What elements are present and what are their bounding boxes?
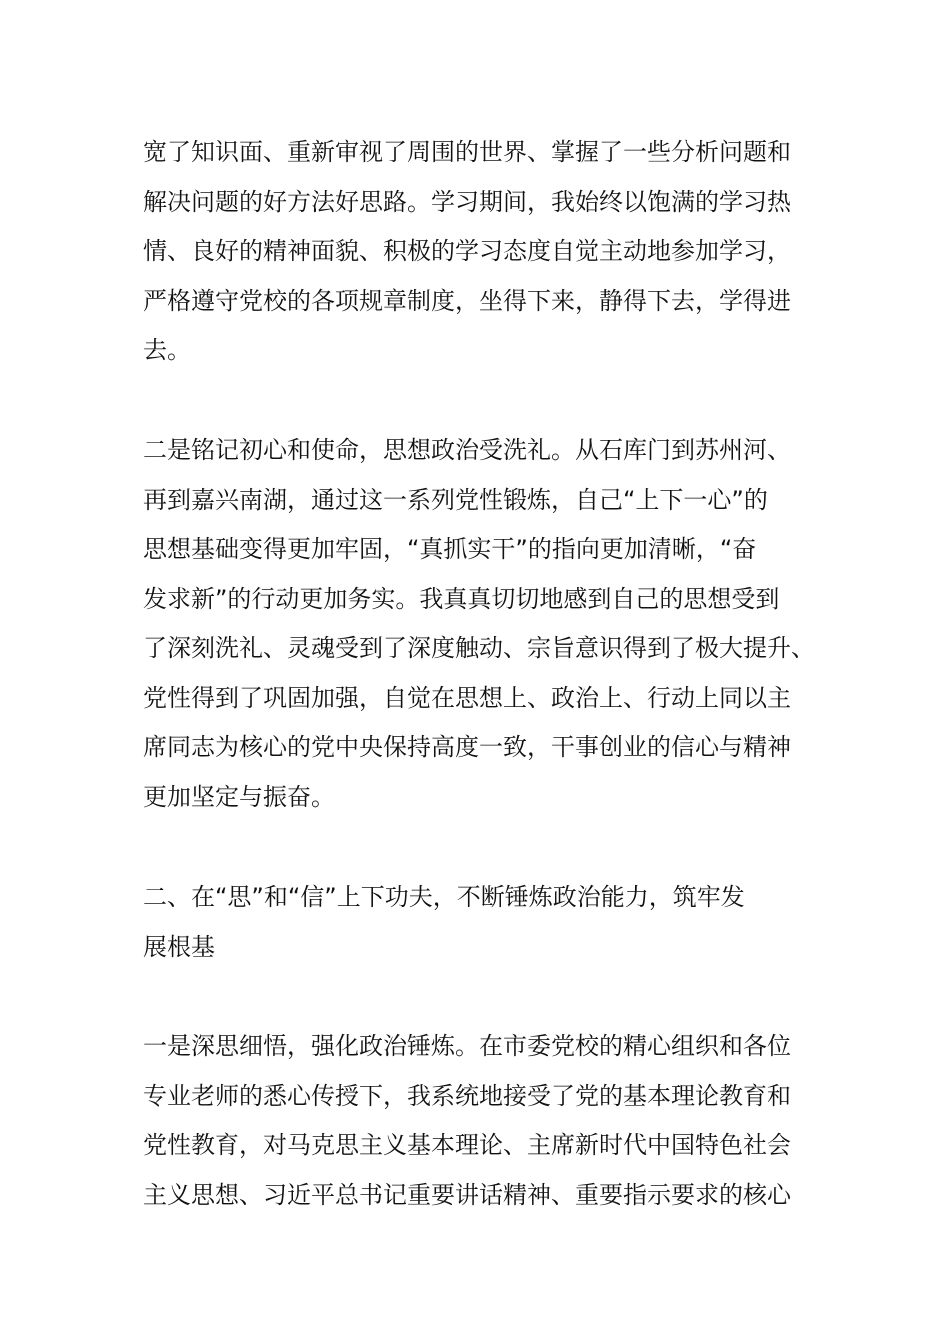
- section-heading: [143, 873, 823, 972]
- paragraph-line: 一是深思细悟，强化政治锤炼。在市委党校的精心组织和各位: [143, 1032, 791, 1060]
- paragraph-line: 席同志为核心的党中央保持高度一致，干事创业的信心与精神: [143, 733, 791, 761]
- paragraph-line: 解决问题的好方法好思路。学习期间，我始终以饱满的学习热: [143, 187, 791, 216]
- paragraph-line: 去。: [143, 336, 191, 364]
- paragraph-line: 党性得到了巩固加强，自觉在思想上、政治上、行动上同以主: [143, 683, 791, 712]
- heading-line: 展根基: [143, 932, 215, 961]
- paragraph-line: 思想基础变得更加牢固，“真抓实干”的指向更加清晰，“奋: [143, 535, 757, 563]
- heading-line: 二、在“思”和“信”上下功夫，不断锤炼政治能力，筑牢发: [143, 883, 745, 911]
- paragraph-line: 发求新”的行动更加务实。我真真切切地感到自己的思想受到: [143, 584, 780, 613]
- paragraph-line: 二是铭记初心和使命，思想政治受洗礼。从石库门到苏州河、: [143, 436, 791, 464]
- paragraph-line: 情、良好的精神面貌、积极的学习态度自觉主动地参加学习，: [143, 237, 791, 265]
- paragraph-line: 主义思想、习近平总书记重要讲话精神、重要指示要求的核心: [143, 1180, 791, 1209]
- paragraph-study-continuation: [143, 128, 823, 376]
- paragraph-line: 了深刻洗礼、灵魂受到了深度触动、宗旨意识得到了极大提升、: [143, 634, 815, 662]
- paragraph-line: 严格遵守党校的各项规章制度，坐得下来，静得下去，学得进: [143, 286, 791, 315]
- paragraph-line: 再到嘉兴南湖，通过这一系列党性锻炼，自己“上下一心”的: [143, 485, 768, 514]
- paragraph-line: 更加坚定与振奋。: [143, 782, 335, 811]
- paragraph-line: 党性教育，对马克思主义基本理论、主席新时代中国特色社会: [143, 1131, 791, 1159]
- paragraph-line: 宽了知识面、重新审视了周围的世界、掌握了一些分析问题和: [143, 138, 791, 166]
- paragraph-line: 专业老师的悉心传授下，我系统地接受了党的基本理论教育和: [143, 1081, 791, 1110]
- paragraph-political-training: [143, 1022, 823, 1220]
- paragraph-mission: [143, 426, 823, 822]
